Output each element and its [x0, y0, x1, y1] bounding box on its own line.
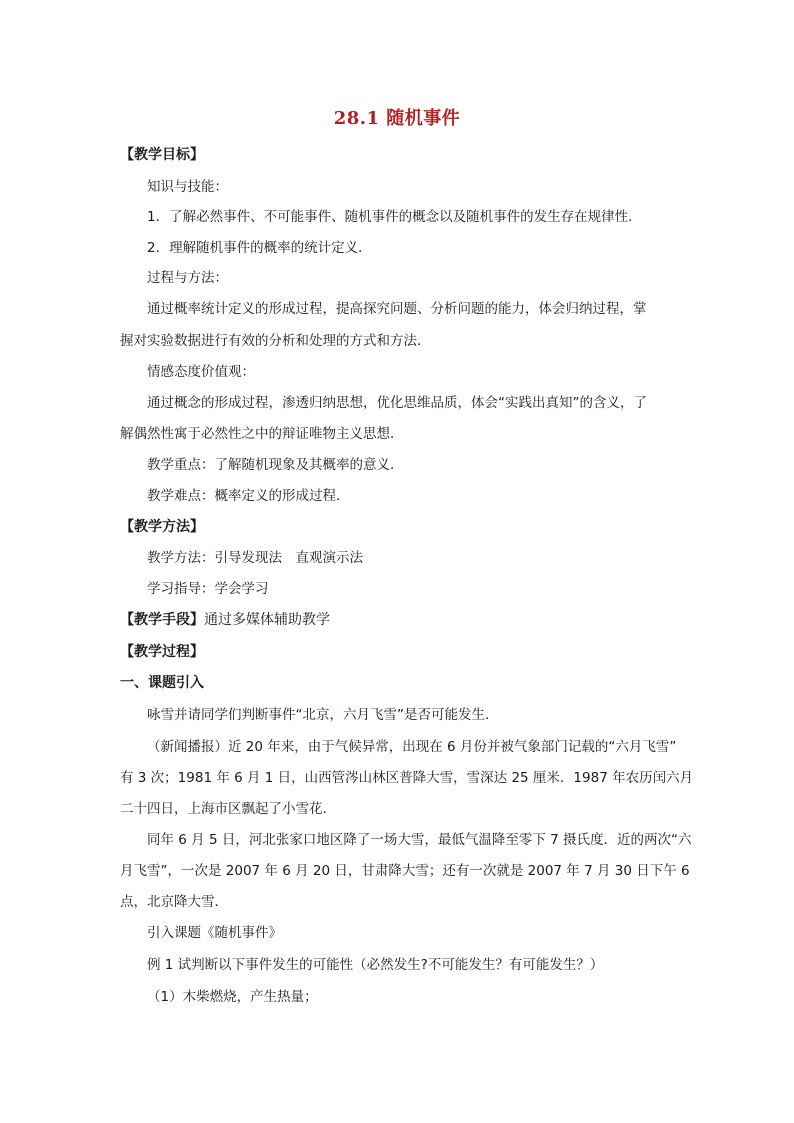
goal-item-2: 2．理解随机事件的概率的统计定义．: [147, 240, 372, 256]
subheading-intro: 一、课题引入: [120, 675, 204, 691]
learning-guide: 学习指导：学会学习: [147, 581, 269, 597]
example-1-item-1: （1）木柴燃烧，产生热量；: [147, 989, 318, 1005]
means-heading-label: 【教学手段】: [120, 612, 204, 628]
emotion-paragraph-line-1: 通过概念的形成过程，渗透归纳思想，优化思维品质，体会“实践出真知”的含义，了: [147, 395, 647, 411]
process-label: 过程与方法：: [147, 270, 228, 286]
example-1: 例 1 试判断以下事件发生的可能性（必然发生?不可能发生？有可能发生？）: [147, 957, 604, 973]
process-paragraph-line-2: 握对实验数据进行有效的分析和处理的方式和方法．: [120, 333, 431, 349]
news-paragraph-line-1: （新闻播报）近 20 年来，由于气候异常，出现在 6 月份并被气象部门记载的“六月飞雪”: [147, 739, 677, 755]
means-text: 通过多媒体辅助教学: [204, 612, 330, 628]
key-point: 教学重点：了解随机现象及其概率的意义．: [147, 457, 404, 473]
process-paragraph-line-1: 通过概率统计定义的形成过程，提高探究问题、分析问题的能力，体会归纳过程，掌: [147, 301, 647, 317]
difficult-point: 教学难点：概率定义的形成过程．: [147, 488, 350, 504]
news2-paragraph-line-3: 点，北京降大雪．: [120, 894, 228, 910]
section-heading-means: [120, 610, 330, 630]
lead-in: 引入课题《随机事件》: [147, 925, 282, 941]
goal-item-1: 1．了解必然事件、不可能事件、随机事件的概念以及随机事件的发生存在规律性．: [147, 209, 642, 225]
emotion-label: 情感态度价值观：: [147, 364, 255, 380]
news2-paragraph-line-1: 同年 6 月 5 日，河北张家口地区降了一场大雪，最低气温降至零下 7 摄氏度．近的两次“六: [147, 832, 692, 848]
emotion-paragraph-line-2: 解偶然性寓于必然性之中的辩证唯物主义思想．: [120, 426, 404, 442]
news2-paragraph-line-2: 月飞雪”，一次是 2007 年 6 月 20 日，甘肃降大雪；还有一次就是 2007 年 7 月 30 日下午 6: [120, 863, 690, 879]
page-title: 28.1 随机事件: [333, 108, 461, 129]
teaching-method: 教学方法：引导发现法 直观演示法: [147, 550, 363, 566]
intro-paragraph: 咏雪并请同学们判断事件“北京，六月飞雪”是否可能发生．: [147, 707, 499, 723]
knowledge-label: 知识与技能：: [147, 179, 228, 195]
section-heading-procedure: 【教学过程】: [120, 644, 204, 660]
news-paragraph-line-2: 有 3 次；1981 年 6 月 1 日，山西管涔山林区普降大雪，雪深达 25 厘米．1987 年农历闰六月: [120, 770, 694, 786]
news-paragraph-line-3: 二十四日，上海市区飘起了小雪花．: [120, 801, 336, 817]
section-heading-goals: 【教学目标】: [120, 147, 204, 163]
section-heading-methods: 【教学方法】: [120, 519, 204, 535]
